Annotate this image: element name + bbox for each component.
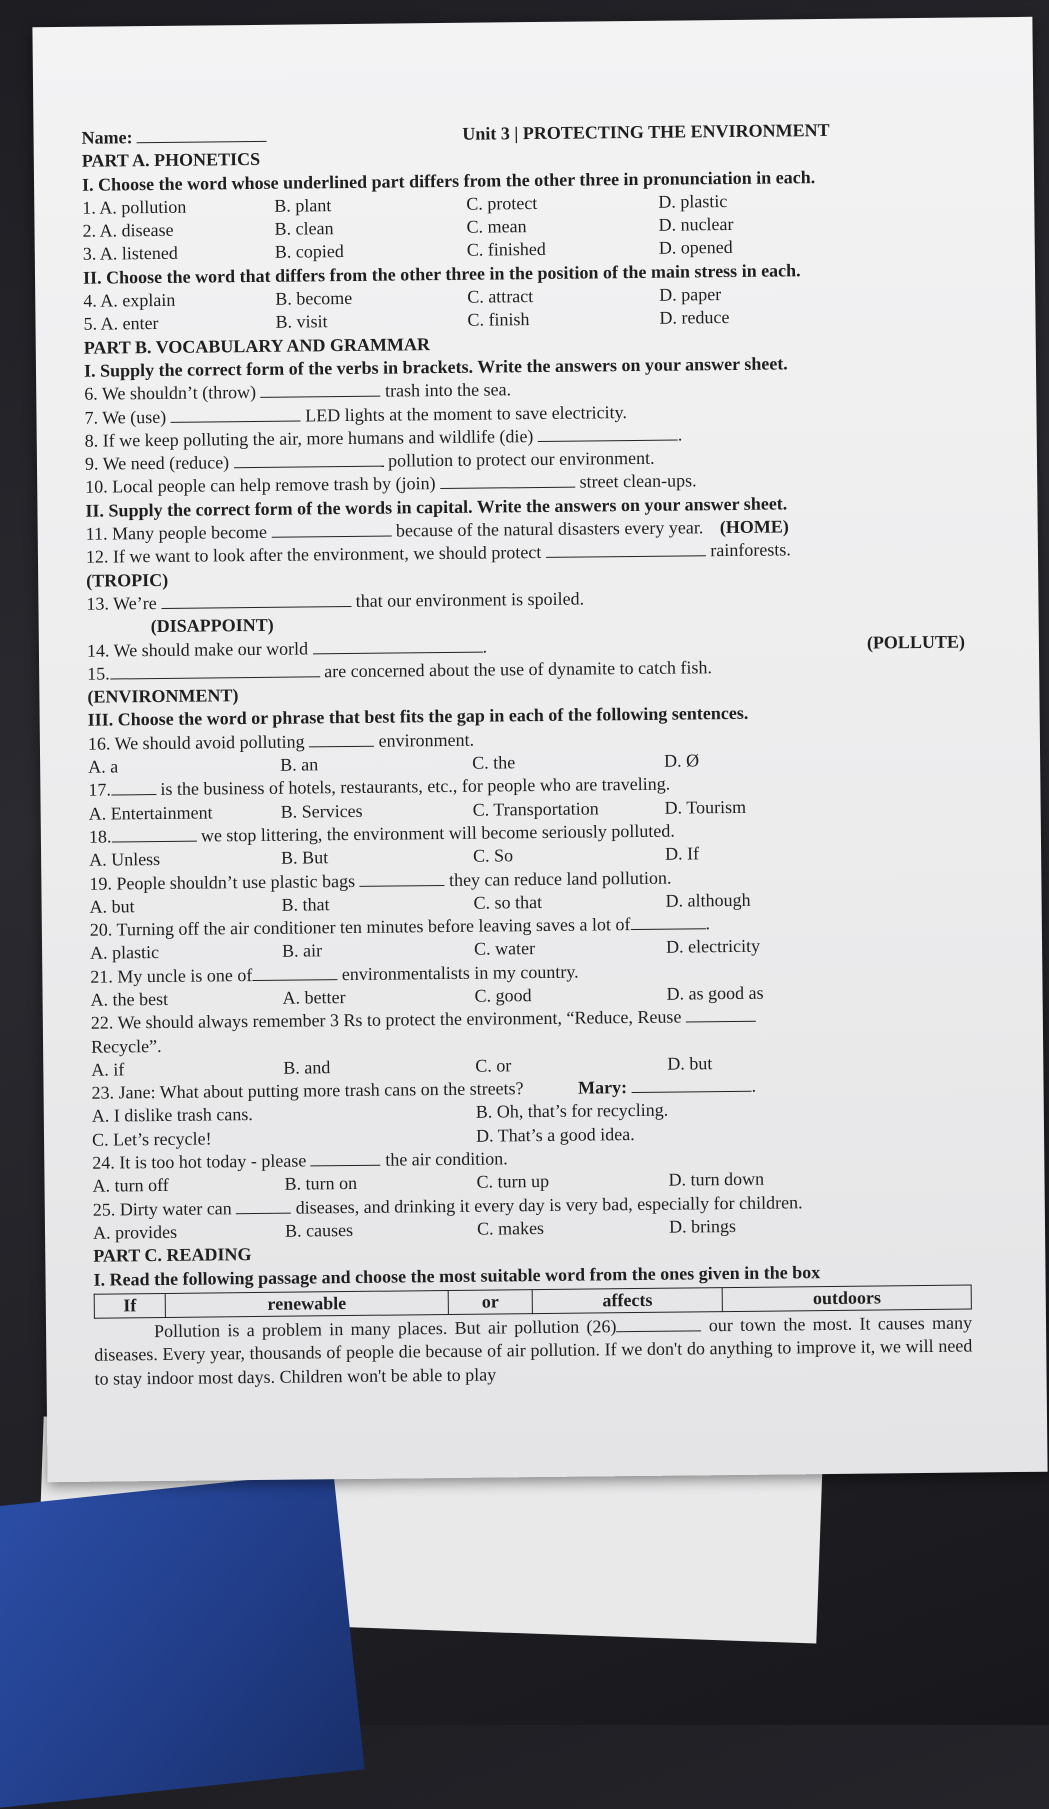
q20-stem-end: . [705, 913, 710, 934]
q23-speaker-mary: Mary: [578, 1077, 628, 1098]
q2-number: 2. A. [82, 220, 118, 241]
part-b-section-1-title: I. Supply the correct form of the verbs in brackets. Write the answers on your answer sheet. [83, 353, 788, 381]
q24-stem-end: the air condition. [385, 1148, 508, 1170]
q18-option-d: D. If [664, 843, 700, 864]
q15-capital-word: (ENVIRONMENT) [87, 685, 239, 707]
q20-blank [630, 912, 705, 930]
q19-option-c: C. so that [473, 891, 543, 913]
q22-option-c: C. or [475, 1055, 512, 1076]
word-box-item: outdoors [722, 1285, 971, 1312]
q20-option-a: A. plastic [90, 942, 160, 964]
worksheet-page [32, 17, 1047, 1482]
part-b-section-2-title: II. Supply the correct form of the words in capital. Write the answers on your answer sheet. [85, 493, 788, 521]
word-box-item: or [448, 1289, 532, 1314]
q22-stem: 22. We should always remember 3 Rs to protect the environment, “Reduce, Reuse [90, 1006, 682, 1033]
q23-stem: 23. Jane: What about putting more trash cans on the streets? [91, 1078, 524, 1103]
q17-option-c: C. Transportation [472, 797, 599, 820]
q10-text: 10. Local people can help remove trash by (join) [85, 473, 436, 498]
name-label: Name: [81, 127, 133, 148]
q18-option-c: C. So [473, 845, 514, 866]
q25-stem: 25. Dirty water can [92, 1197, 232, 1220]
q23-option-c: C. Let’s recycle! [91, 1128, 212, 1150]
q9-text-end: pollution to protect our environment. [388, 447, 655, 471]
q13-text-end: that our environment is spoiled. [355, 588, 585, 611]
q2-option-a: disease [121, 219, 174, 241]
q21-option-c: C. good [474, 985, 532, 1006]
q18-stem: 18. [88, 826, 112, 847]
q16-stem: 16. We should avoid polluting [87, 731, 305, 754]
q21-stem: 21. My uncle is one of [90, 964, 253, 987]
q20-option-b: B. air [281, 940, 323, 962]
q21-stem-end: environmentalists in my country. [341, 961, 579, 984]
q7-blank [171, 404, 301, 422]
q17-option-a: A. Entertainment [88, 802, 213, 824]
q4-option-c: C. attract [467, 286, 534, 307]
q24-option-b: B. turn on [284, 1173, 358, 1195]
q12-text: 12. If we want to look after the environment, we should protect [85, 542, 542, 568]
q16-stem-end: environment. [378, 729, 475, 751]
q12-capital-word: (TROPIC) [86, 569, 169, 591]
q20-option-c: C. water [473, 938, 536, 960]
q23-option-d: D. That’s a good idea. [475, 1123, 635, 1146]
q25-option-c: C. makes [476, 1217, 545, 1239]
part-a-title: PART A. PHONETICS [81, 149, 261, 172]
part-a-section-2-title: II. Choose the word that differs from the other three in the position of the main stress in each. [82, 260, 801, 288]
q18-option-a: A. Unless [89, 849, 161, 870]
q9-text: 9. We need (reduce) [84, 452, 230, 474]
q17-blank [111, 778, 156, 795]
q21-option-a: A. the best [90, 988, 169, 1010]
q24-option-d: D. turn down [668, 1169, 765, 1191]
q22-option-b: B. and [283, 1057, 331, 1078]
q17-option-b: B. Services [280, 800, 363, 822]
q19-option-b: B. that [281, 894, 330, 915]
part-c-title: PART C. READING [93, 1244, 252, 1266]
q25-option-d: D. brings [668, 1215, 737, 1237]
q6-text: 6. We shouldn’t (throw) [84, 382, 257, 405]
q24-option-a: A. turn off [92, 1175, 169, 1197]
q18-blank [111, 825, 196, 843]
q3-number: 3. A. [82, 243, 118, 265]
q26-blank [616, 1314, 701, 1332]
q3-option-d: D. opened [658, 237, 733, 259]
word-box-item: renewable [165, 1290, 448, 1317]
q17-option-d: D. Tourism [664, 796, 747, 818]
q12-text-end: rainforests. [710, 539, 791, 561]
q14-capital-word: (POLLUTE) [866, 631, 965, 653]
q4-option-b: B. become [275, 288, 353, 309]
q16-option-a: A. a [88, 756, 119, 777]
q14-text-end: . [482, 636, 488, 657]
q6-blank [261, 380, 381, 398]
part-b-section-3-title: III. Choose the word or phrase that best fits the gap in each of the following sentences. [87, 703, 749, 731]
q16-blank [309, 729, 374, 747]
worksheet-content [81, 118, 972, 1391]
q22-blank [686, 1005, 756, 1023]
q5-option-d: D. reduce [659, 307, 730, 329]
name-blank [137, 125, 267, 143]
q22-option-a: A. if [91, 1059, 125, 1080]
q24-stem: 24. It is too hot today - please [92, 1150, 307, 1173]
q17-stem-end: is the business of hotels, restaurants, etc., for people who are traveling. [160, 773, 671, 800]
q25-option-a: A. provides [92, 1221, 178, 1243]
q1-option-c: C. protect [466, 192, 538, 214]
q24-blank [311, 1149, 381, 1167]
q14-text: 14. We should make our world [86, 637, 309, 661]
q1-number: 1. A. [82, 197, 117, 218]
word-box-item: If [94, 1293, 165, 1318]
q21-option-b: A. better [282, 987, 346, 1008]
q11-text: 11. Many people become [85, 521, 268, 544]
q16-option-b: B. an [280, 754, 319, 775]
q9-blank [234, 450, 384, 469]
q25-option-b: B. causes [284, 1219, 354, 1241]
q22-option-d: D. but [667, 1053, 713, 1074]
part-c-section-1-title: I. Read the following passage and choose the most suitable word from the ones given in the box [93, 1261, 821, 1290]
q5-option-b: B. visit [275, 311, 328, 333]
q1-option-a: pollution [121, 196, 187, 218]
part-b-title: PART B. VOCABULARY AND GRAMMAR [83, 333, 431, 358]
q10-blank [440, 471, 575, 489]
q2-option-c: C. mean [466, 216, 527, 237]
q13-capital-word: (DISAPPOINT) [150, 615, 274, 637]
background-cloth [0, 1471, 365, 1809]
q15-text-end: are concerned about the use of dynamite to catch fish. [324, 657, 713, 682]
q21-option-d: D. as good as [666, 982, 764, 1004]
q7-text-end: LED lights at the moment to save electricity. [305, 401, 628, 426]
q20-option-d: D. electricity [665, 936, 761, 958]
q3-option-b: B. copied [274, 241, 344, 263]
q23-stem-end: . [751, 1075, 757, 1096]
q7-text: 7. We (use) [84, 406, 167, 428]
q15-text: 15. [87, 663, 110, 684]
q16-option-c: C. the [472, 752, 516, 773]
q13-blank [161, 590, 351, 609]
part-a-section-1-title: I. Choose the word whose underlined part differs from the other three in pronunciation in each. [81, 166, 816, 195]
q19-option-d: D. although [665, 889, 751, 911]
q19-option-a: A. but [89, 896, 135, 917]
q19-stem: 19. People shouldn’t use plastic bags [89, 870, 356, 894]
q3-option-c: C. finished [466, 239, 546, 261]
word-box-item: affects [532, 1287, 723, 1313]
q8-blank [538, 423, 678, 441]
q25-stem-end: diseases, and drinking it every day is very bad, especially for children. [295, 1191, 803, 1218]
q4-option-d: D. paper [659, 284, 722, 305]
q18-option-b: B. But [281, 847, 329, 868]
q2-option-d: D. nuclear [658, 214, 734, 235]
passage-text-end: our town the most. It causes many diseases. Every year, thousands of people die because of air pollution. If we don't do anything to improve it, we will need to stay indoor most days. Children won't be able to play [94, 1312, 973, 1389]
q14-blank [312, 635, 482, 654]
q3-option-a: listened [121, 243, 178, 264]
q10-text-end: street clean-ups. [579, 470, 697, 493]
q5-option-a: 5. A. enter [83, 313, 159, 335]
reading-passage [94, 1312, 973, 1391]
q20-stem: 20. Turning off the air conditioner ten minutes before leaving saves a lot of [89, 914, 631, 940]
q17-stem: 17. [88, 779, 112, 801]
q23-option-a: A. I dislike trash cans. [91, 1104, 253, 1127]
q11-capital-word: (HOME) [719, 516, 789, 538]
q22-stem-end: Recycle”. [90, 1035, 162, 1057]
q19-stem-end: they can reduce land pollution. [448, 867, 672, 890]
q8-text: 8. If we keep polluting the air, more humans and wildlife (die) [84, 425, 534, 451]
q16-option-d: D. Ø [664, 750, 700, 771]
q19-blank [359, 869, 444, 887]
q2-option-b: B. clean [274, 218, 334, 239]
q6-text-end: trash into the sea. [385, 379, 512, 401]
passage-text: Pollution is a problem in many places. But air pollution (26) [153, 1316, 617, 1342]
q1-option-d: D. plastic [658, 190, 728, 212]
q18-stem-end: we stop littering, the environment will become seriously polluted. [200, 820, 675, 846]
q12-blank [546, 540, 706, 559]
q1-option-b: B. plant [274, 195, 332, 216]
q24-option-c: C. turn up [476, 1171, 550, 1193]
q23-option-b: B. Oh, that’s for recycling. [475, 1100, 669, 1123]
q23-blank [631, 1075, 751, 1093]
q21-blank [252, 963, 337, 981]
q13-text: 13. We’re [86, 592, 157, 614]
unit-title: Unit 3 | PROTECTING THE ENVIRONMENT [462, 119, 830, 144]
q8-text-end: . [677, 424, 683, 445]
q11-text-end: because of the natural disasters every year. [395, 517, 704, 541]
q25-blank [236, 1196, 291, 1214]
q4-option-a: 4. A. explain [83, 289, 176, 311]
q5-option-c: C. finish [467, 309, 530, 331]
q11-blank [271, 520, 391, 538]
q15-blank [110, 660, 320, 679]
